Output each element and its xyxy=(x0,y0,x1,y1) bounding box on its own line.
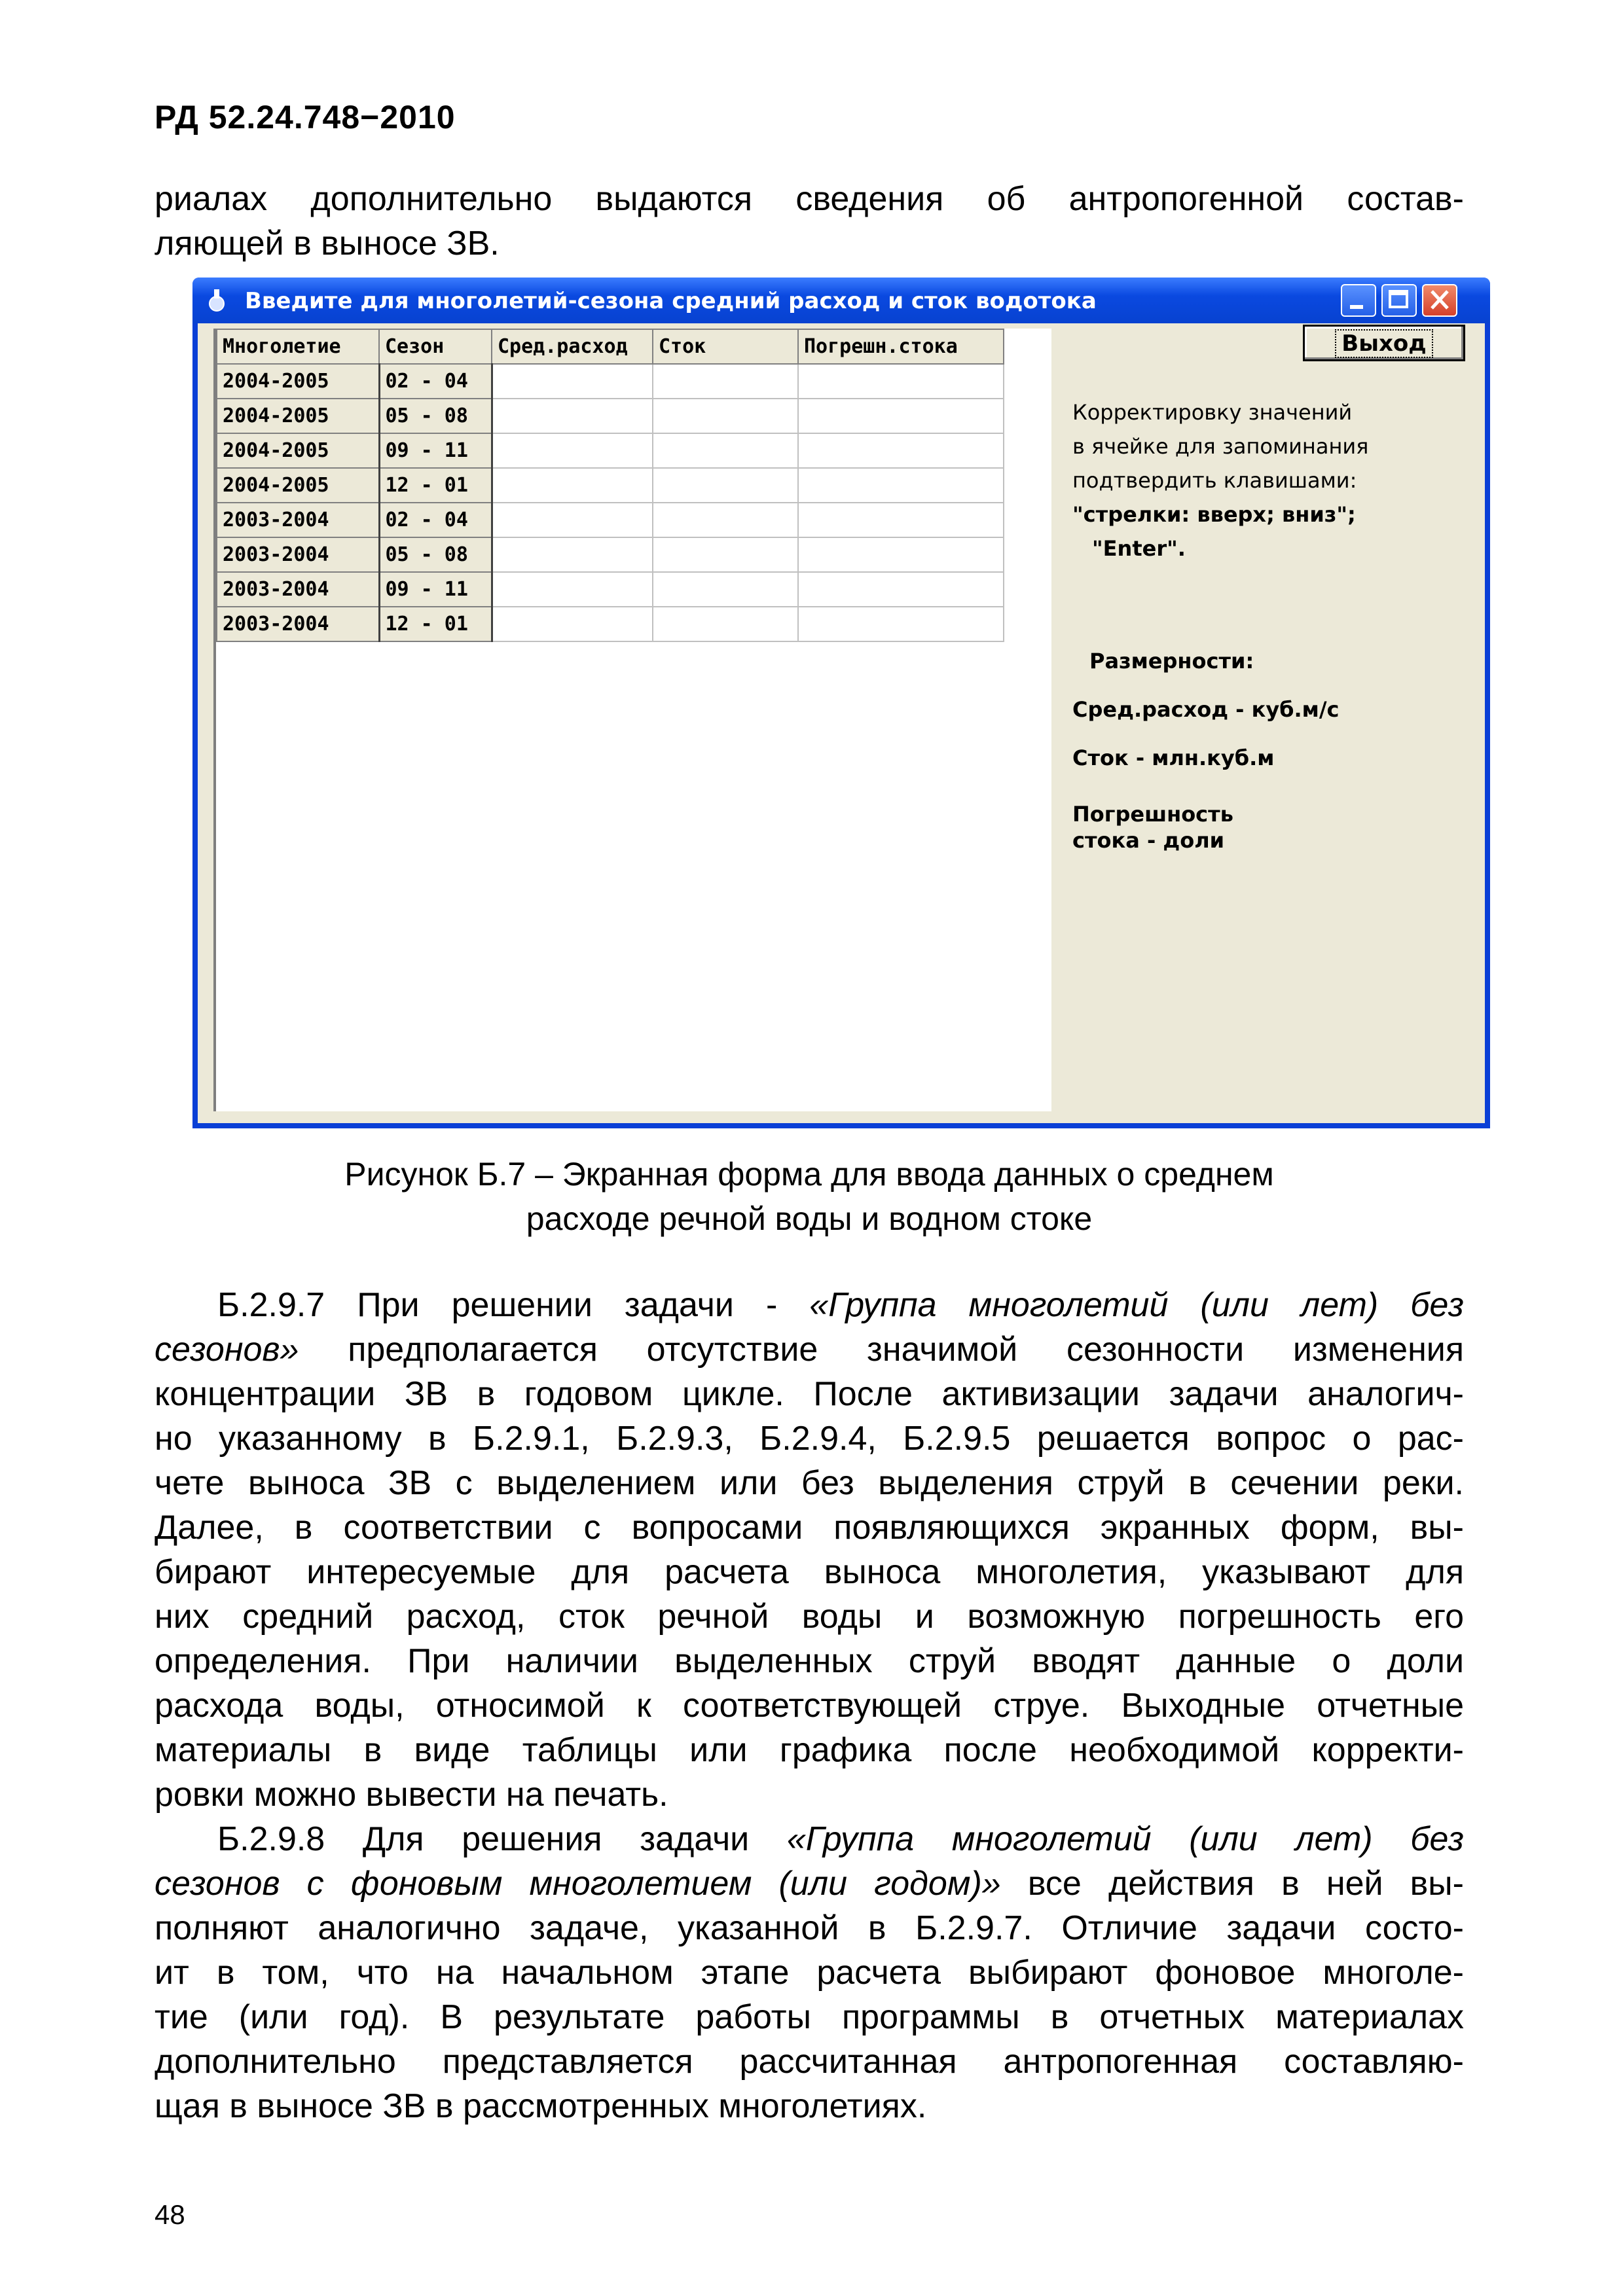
unit-runoff: Сток - млн.куб.м xyxy=(1072,745,1275,770)
runoff-input-cell[interactable] xyxy=(653,433,798,468)
paragraph-line: тие (или год). В результате работы программы в отчетных материалах xyxy=(155,1998,1464,2036)
data-entry-window xyxy=(192,278,1490,1128)
period-cell[interactable]: 2004-2005 xyxy=(217,364,379,399)
runoff-input-cell[interactable] xyxy=(653,399,798,433)
period-cell[interactable]: 2003-2004 xyxy=(217,607,379,641)
paragraph-line: материалы в виде таблицы или графика после необходимой корректи- xyxy=(155,1731,1464,1769)
hint-text: в ячейке для запоминания xyxy=(1072,434,1369,459)
table-row xyxy=(217,537,1004,572)
intro-line: ляющей в выносе ЗВ. xyxy=(155,224,500,262)
paragraph-line xyxy=(155,1283,1464,1327)
table-row xyxy=(217,399,1004,433)
app-icon xyxy=(206,287,228,313)
text-run: сезонов» xyxy=(155,1331,299,1369)
body-text xyxy=(155,1283,1464,2128)
runoff-input-cell[interactable] xyxy=(653,468,798,503)
table-row xyxy=(217,433,1004,468)
period-cell[interactable]: 2003-2004 xyxy=(217,537,379,572)
season-cell[interactable]: 05 - 08 xyxy=(379,537,492,572)
paragraph-line: бирают интересуемые для расчета выноса многолетия, указывают для xyxy=(155,1553,1464,1591)
flow-input-cell[interactable] xyxy=(492,468,653,503)
caption-line: Рисунок Б.7 – Экранная форма для ввода данных о среднем xyxy=(344,1156,1274,1193)
text-run: сезонов с фоновым многолетием (или годом)» xyxy=(155,1865,1001,1903)
season-cell[interactable]: 09 - 11 xyxy=(379,433,492,468)
text-run: предполагается отсутствие значимой сезонности изменения xyxy=(299,1331,1464,1369)
document-code: РД 52.24.748−2010 xyxy=(155,99,456,135)
paragraph-line: полняют аналогично задаче, указанной в Б.2.9.7. Отличие задачи состо- xyxy=(155,1909,1464,1947)
paragraph-line: но указанному в Б.2.9.1, Б.2.9.3, Б.2.9.4, Б.2.9.5 решается вопрос о рас- xyxy=(155,1420,1464,1458)
flow-input-cell[interactable] xyxy=(492,433,653,468)
paragraph-line: чете выноса ЗВ с выделением или без выделения струй в сечении реки. xyxy=(155,1464,1464,1502)
paragraph-line: определения. При наличии выделенных струй вводят данные о доли xyxy=(155,1642,1464,1680)
maximize-icon xyxy=(1383,285,1415,315)
error-input-cell[interactable] xyxy=(798,572,1004,607)
paragraph-line xyxy=(155,1817,1464,1861)
flow-input-cell[interactable] xyxy=(492,572,653,607)
paragraph-line: щая в выносе ЗВ в рассмотренных многолетиях. xyxy=(155,2087,927,2125)
data-grid[interactable] xyxy=(213,329,1051,1111)
period-cell[interactable]: 2004-2005 xyxy=(217,399,379,433)
window-title: Введите для многолетий-сезона средний расход и сток водотока xyxy=(245,288,1097,314)
units-title: Размерности: xyxy=(1089,649,1254,673)
error-input-cell[interactable] xyxy=(798,503,1004,537)
page-number: 48 xyxy=(155,2199,185,2230)
table-header-row xyxy=(217,329,1004,364)
close-icon xyxy=(1423,285,1456,315)
paragraph-line: дополнительно представляется рассчитанная антропогенная составляю- xyxy=(155,2043,1464,2081)
error-input-cell[interactable] xyxy=(798,607,1004,641)
error-input-cell[interactable] xyxy=(798,433,1004,468)
season-cell[interactable]: 05 - 08 xyxy=(379,399,492,433)
intro-line: риалах дополнительно выдаются сведения об антропогенной состав- xyxy=(155,180,1464,218)
exit-button[interactable] xyxy=(1303,325,1465,361)
season-cell[interactable]: 12 - 01 xyxy=(379,468,492,503)
flow-input-cell[interactable] xyxy=(492,537,653,572)
paragraph-line: расхода воды, относимой к соответствующей струе. Выходные отчетные xyxy=(155,1687,1464,1725)
paragraph-line: них средний расход, сток речной воды и возможную погрешность его xyxy=(155,1598,1464,1636)
period-cell[interactable]: 2004-2005 xyxy=(217,468,379,503)
table-row xyxy=(217,572,1004,607)
runoff-input-cell[interactable] xyxy=(653,537,798,572)
exit-button-label: Выход xyxy=(1335,329,1432,358)
table-row xyxy=(217,364,1004,399)
paragraph-line: концентрации ЗВ в годовом цикле. После активизации задачи аналогич- xyxy=(155,1375,1464,1413)
table-row xyxy=(217,468,1004,503)
period-cell[interactable]: 2003-2004 xyxy=(217,503,379,537)
column-header[interactable]: Сред.расход xyxy=(492,329,653,364)
minimize-button[interactable] xyxy=(1341,284,1376,317)
runoff-input-cell[interactable] xyxy=(653,607,798,641)
unit-error: Погрешность xyxy=(1072,802,1233,827)
window-client-area xyxy=(198,323,1485,1123)
error-input-cell[interactable] xyxy=(798,399,1004,433)
season-cell[interactable]: 09 - 11 xyxy=(379,572,492,607)
paragraph-line xyxy=(155,1327,1464,1372)
runoff-input-cell[interactable] xyxy=(653,503,798,537)
text-run: «Группа многолетий (или лет) без xyxy=(786,1820,1464,1858)
column-header[interactable]: Сезон xyxy=(379,329,492,364)
minimize-icon xyxy=(1342,285,1375,315)
caption-line: расходе речной воды и водном стоке xyxy=(526,1200,1093,1237)
intro-paragraph xyxy=(155,177,1464,266)
flow-input-cell[interactable] xyxy=(492,399,653,433)
error-input-cell[interactable] xyxy=(798,537,1004,572)
figure-caption xyxy=(155,1152,1464,1241)
paragraph-line: ровки можно вывести на печать. xyxy=(155,1776,668,1814)
column-header[interactable]: Сток xyxy=(653,329,798,364)
error-input-cell[interactable] xyxy=(798,364,1004,399)
text-run: «Группа многолетий (или лет) без xyxy=(809,1286,1464,1324)
paragraph-line: ит в том, что на начальном этапе расчета выбирают фоновое многоле- xyxy=(155,1954,1464,1992)
season-cell[interactable]: 12 - 01 xyxy=(379,607,492,641)
season-cell[interactable]: 02 - 04 xyxy=(379,364,492,399)
table-row xyxy=(217,503,1004,537)
hint-keys: "Enter". xyxy=(1092,536,1186,561)
text-run: Б.2.9.7 При решении задачи - xyxy=(217,1286,810,1324)
data-table xyxy=(216,329,1004,642)
paragraph-line: Далее, в соответствии с вопросами появляющихся экранных форм, вы- xyxy=(155,1509,1464,1547)
season-cell[interactable]: 02 - 04 xyxy=(379,503,492,537)
column-header[interactable]: Многолетие xyxy=(217,329,379,364)
maximize-button[interactable] xyxy=(1381,284,1417,317)
period-cell[interactable]: 2003-2004 xyxy=(217,572,379,607)
unit-flow: Сред.расход - куб.м/с xyxy=(1072,697,1340,722)
flow-input-cell[interactable] xyxy=(492,503,653,537)
period-cell[interactable]: 2004-2005 xyxy=(217,433,379,468)
hint-keys: "стрелки: вверх; вниз"; xyxy=(1072,502,1356,527)
close-button[interactable] xyxy=(1422,284,1457,317)
runoff-input-cell[interactable] xyxy=(653,364,798,399)
paragraph-line xyxy=(155,1861,1464,1906)
table-row xyxy=(217,607,1004,641)
column-header[interactable]: Погрешн.стока xyxy=(798,329,1004,364)
hint-text: Корректировку значений xyxy=(1072,400,1353,425)
error-input-cell[interactable] xyxy=(798,468,1004,503)
text-run: Б.2.9.8 Для решения задачи xyxy=(217,1820,787,1858)
unit-error: стока - доли xyxy=(1072,828,1225,853)
text-run: все действия в ней вы- xyxy=(1000,1865,1464,1903)
runoff-input-cell[interactable] xyxy=(653,572,798,607)
hint-text: подтвердить клавишами: xyxy=(1072,468,1357,493)
flow-input-cell[interactable] xyxy=(492,364,653,399)
window-titlebar[interactable] xyxy=(192,278,1490,323)
flow-input-cell[interactable] xyxy=(492,607,653,641)
